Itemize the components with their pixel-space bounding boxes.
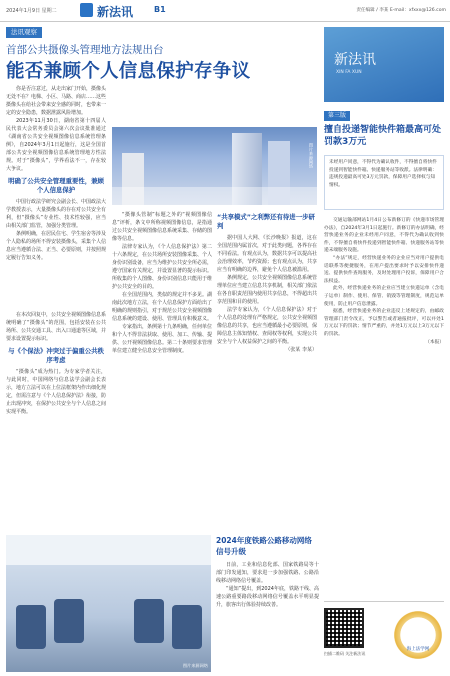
cabin-ceiling (6, 535, 211, 565)
train-article-body (216, 561, 319, 671)
qr-code-icon[interactable] (324, 608, 364, 648)
article-column-1b (6, 311, 106, 531)
photo-glow (112, 187, 317, 205)
article-kicker: 首部公共摄像头管理地方法规出台 (6, 44, 164, 56)
paragraph: 此外，经营快递业务的企业应当建立快递运单（含电子运单）制作、使用、保管、销毁等管理制度，规范运单使用，防止用户信息泄露。 (324, 286, 444, 307)
paragraph: 条例明确，在居民住宅、学生宿舍等涉及个人隐私的场所不得安装摄像头，采集个人信息应当遵循合法、正当、必要原则，并按照规定履行告知义务。 (6, 231, 106, 261)
train-seat (172, 605, 202, 649)
train-article-title: 2024年度铁路公路移动网络信号升级 (216, 536, 312, 556)
paragraph: 交通运输部网站1月4日公布新修订的《快递市场管理办法》，自2024年3月1日起施行。新修订的办法明确，经营快递业务的企业未经用户同意，不得代为确认收到快件，不得擅自将快件投递到智能快件箱、快递服务站等快递末端服务设施。 (324, 218, 444, 254)
brand-subtitle: XIN FA XUN (336, 70, 362, 75)
train-seat (54, 599, 84, 643)
newspaper-logo-icon (80, 3, 93, 17)
sidebar-article-title: 擅自投递智能快件箱最高可处罚款3万元 (324, 125, 442, 147)
paragraph: 法律专家认为，《个人信息保护法》第二十六条规定，在公共场所安装图像采集、个人身份识别设备，应当为维护公共安全所必需，遵守国家有关规定，并设置显著的提示标识。所收集的个人图像、身份识别信息只能用于维护公共安全的目的。 (112, 244, 212, 290)
photo-credit: 图片来源网络 (309, 143, 314, 169)
paragraph: 你是否注意过，从走出家门开始，摄像头无处不在？电梯、小区、马路、商店……这些摄像头在给社会带来安全感的同时，也带来一定的安全隐患，数据泄露风险增加。 (6, 86, 106, 116)
train-seat (134, 599, 164, 643)
paragraph: 据中国人大网、《长沙晚报》报道，这在全国范围内属首次，对于此类问题，各界存在不同看法。有观点认为，数据共享可以提高社会治理效率，节约资源；也有观点认为，共享应当有明确的边界，避免个人信息被滥用。 (217, 235, 317, 273)
issue-date: 2024年1月9日 星期二 (6, 8, 57, 14)
paragraph: 在全国范围内，类似的规定并不多见。湖南此次地方立法，在个人信息保护方面给出了明确的规则指引，对于规范公共安全视频图像信息系统的建设、使用、管理具有积极意义。 (112, 292, 212, 322)
paragraph: “通知”提出，到2024年底，铁路干线、高速公路重要路段移动网络信号覆盖水平明显提升，旅客出行体验持续改善。 (216, 586, 319, 608)
main-article-area (6, 27, 318, 672)
paragraph: 据悉，经营快递业务的企业违反上述规定的，由邮政管理部门责令改正，予以警告或者通报批评，可以并处1万元以下的罚款；情节严重的，并处1万元以上3万元以下的罚款。 (324, 309, 444, 337)
paragraph: 法学专家认为，《个人信息保护法》对于个人信息的处理有严格规定，公共安全视频图像信息的共享，也应当遵循最小必要原则，保障信息主体知情权、查阅权等权利，实现公共安全与个人权益保护之间的平衡。 (217, 307, 317, 345)
paragraph: 中国行政法学研究会副会长、中国政法大学教授表示，大量摄像头的存在对公共安全有利，但“摄像头”专业性、技术性较强，应当由相关部门监管，加强分类管理。 (6, 199, 106, 229)
sidebar-article-body (324, 217, 444, 597)
article-column-3 (217, 211, 317, 531)
paragraph: 专家指出，条例第十九条明确，任何单位和个人不得非法获取、使用、加工、传输、提供、公开视频图像信息。第二十条则要求管理单位建立健全信息安全管理制度。 (112, 324, 212, 354)
editor-contact: 责任编辑 / 李某 E-mail：xfxxx@126.com (356, 8, 446, 13)
photo-credit: 图片来源网络 (182, 663, 208, 668)
qr-label: 扫描二维码 关注新法讯 (324, 651, 366, 656)
paragraph: “摄像头管制”标题之外的“视频图像信息”评析，条文中所称视频图像信息，是指通过公共安全视频图像信息系统采集、存储的图像等信息。 (112, 212, 212, 242)
page-number: B1 (154, 5, 166, 14)
paragraph: 日前，工业和信息化部、国家铁路局等十部门印发通知，要求进一步加强铁路、公路沿线移动网络信号覆盖。 (216, 562, 319, 584)
article-headline: 能否兼顾个人信息保护存争议 (6, 61, 251, 82)
article-column-1 (6, 85, 106, 307)
brand-title: 新法讯 (334, 52, 376, 68)
masthead (0, 0, 450, 22)
publisher-logo-icon (392, 606, 444, 664)
subheading: “共享模式”之利弊还有待进一步研判 (217, 213, 315, 230)
paragraph: 2023年11月30日，湖南省第十四届人民代表大会常务委员会第六次会议批准通过《湖南省公共安全视频图像信息系统管理条例》，自2024年3月1日起施行，这是全国首部公共安全视频图像信息系统管理地方性法规。对于“摄像头”，学界看法不一，存在较大争议。 (6, 118, 106, 172)
newspaper-name: 新法讯 (97, 5, 134, 19)
sidebar-summary: 未经用户同意，不得代为确认收件，不得擅自将快件投递到智能快件箱。快递服务站等收派。法律明确：违规投递最高可处3万元罚款，保障用户选择权与知情权。 (324, 155, 444, 210)
subheading: 与《个保法》冲突过于偏重公共秩序考虑 (8, 347, 104, 364)
section-tag: 第三版 (324, 111, 350, 121)
paragraph: 条例规定，公共安全视频图像信息系统管理单位应当建立信息共享机制，相关部门依法在各自职责范围内使用共享信息，不得超出共享范围和目的使用。 (217, 275, 317, 305)
brand-banner (324, 27, 444, 102)
article-column-2 (112, 211, 212, 531)
article-author: （张某 李某） (285, 347, 317, 353)
paragraph: “办法”规定，经营快递业务的企业应当对用户提供电话联系等便捷服务，在用户提出要求时予以安排快件递送、提供快件查询服务，及时处理用户投诉，保障用户合法权益。 (324, 255, 444, 284)
train-seat (16, 605, 46, 649)
paragraph: “摄像头”成为热门。为专家学者关注，与此同时，中国网络与信息法学会副会长表示，地方立法可以在上位法框架内作出细化规定，但需注意与《个人信息保护法》衔接，防止出现冲突，在保护公共安全与个人信息之间实现平衡。 (6, 369, 106, 415)
section-tag: 法讯观察 (6, 27, 42, 38)
sidebar-footer (324, 601, 444, 671)
paragraph: 在本次回复中，公共安全视频图像信息系统明确了“摄像头”的范围，包括安装在公共场所、公共交通工具、出入口通道等区域，并要求设置提示标识。 (6, 312, 106, 342)
subheading: 明确了公共安全管理重要性，兼顾个人信息保护 (8, 177, 104, 194)
right-sidebar (324, 27, 444, 672)
train-interior-photo (6, 535, 211, 672)
publisher-logo-text: 海上法学网 (406, 647, 430, 652)
article-author: （本报） (425, 339, 444, 345)
city-surveillance-photo (112, 127, 317, 205)
